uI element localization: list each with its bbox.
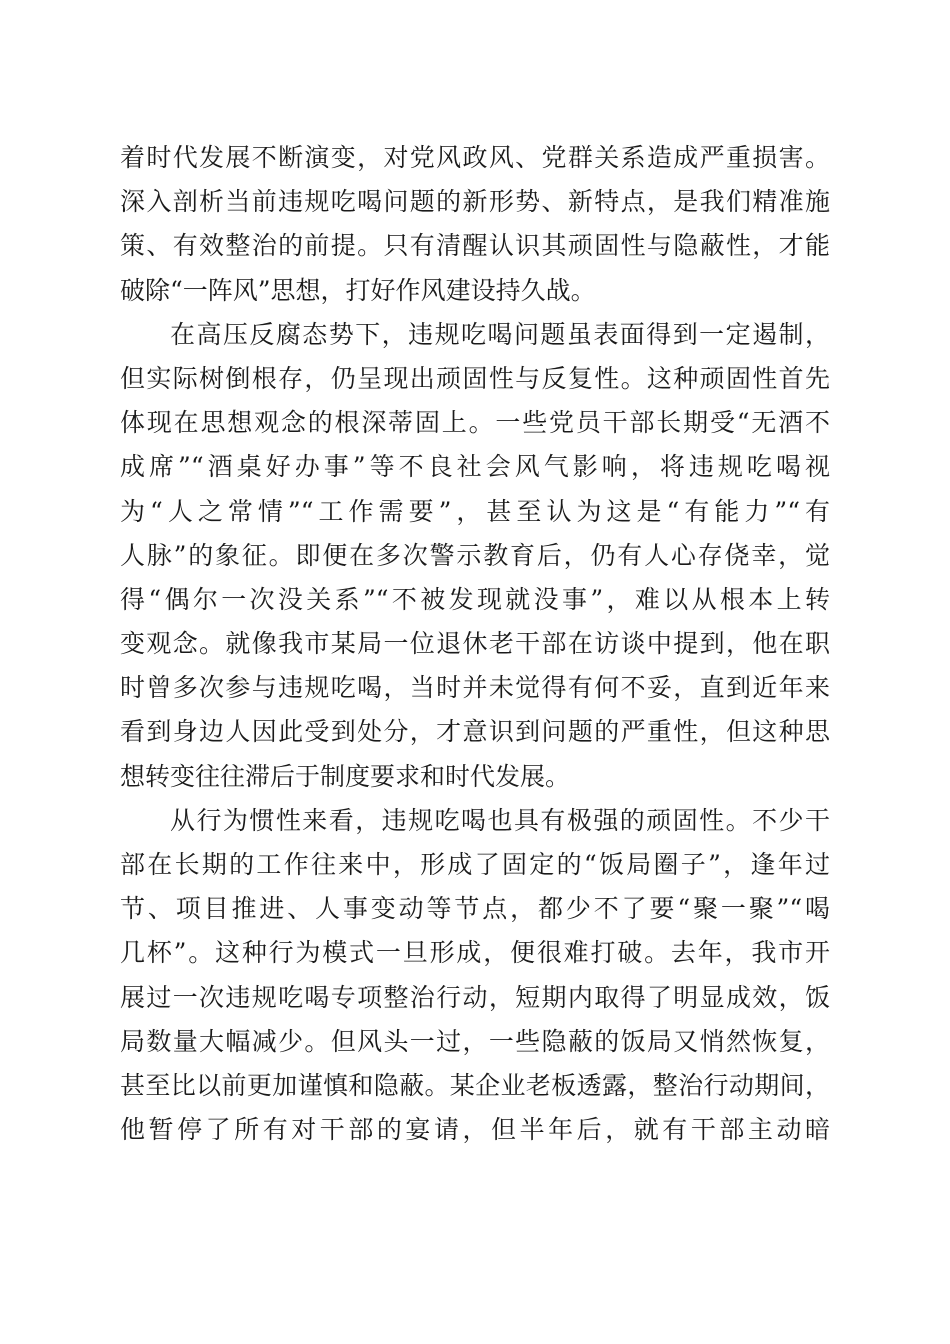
text-line: 节、项目推进、人事变动等节点，都少不了要“聚一聚”“喝 xyxy=(120,894,830,924)
text-line: 他暂停了所有对干部的宴请，但半年后，就有干部主动暗 xyxy=(120,1115,830,1145)
text-line: 部在长期的工作往来中，形成了固定的“饭局圈子”，逢年过 xyxy=(120,850,830,879)
text-line: 时曾多次参与违规吃喝，当时并未觉得有何不妥，直到近年来 xyxy=(120,673,830,703)
text-line: 看到身边人因此受到处分，才意识到问题的严重性，但这种思 xyxy=(120,717,830,747)
text-line: 展过一次违规吃喝专项整治行动，短期内取得了明显成效，饭 xyxy=(120,982,830,1012)
text-line: 变观念。就像我市某局一位退休老干部在访谈中提到，他在职 xyxy=(120,629,830,659)
document-body xyxy=(120,136,830,1152)
text-line: 从行为惯性来看，违规吃喝也具有极强的顽固性。不少干 xyxy=(170,805,830,835)
text-line: 人脉”的象征。即便在多次警示教育后，仍有人心存侥幸，觉 xyxy=(120,540,830,570)
text-line: 得“偶尔一次没关系”“不被发现就没事”，难以从根本上转 xyxy=(120,584,830,614)
paragraph-3 xyxy=(120,799,830,1153)
text-line: 几杯”。这种行为模式一旦形成，便很难打破。去年，我市开 xyxy=(120,938,830,968)
text-line: 深入剖析当前违规吃喝问题的新形势、新特点，是我们精准施 xyxy=(120,187,830,217)
text-line: 想转变往往滞后于制度要求和时代发展。 xyxy=(120,761,571,791)
text-line: 体现在思想观念的根深蒂固上。一些党员干部长期受“无酒不 xyxy=(120,408,830,438)
text-line: 着时代发展不断演变，对党风政风、党群关系造成严重损害。 xyxy=(120,143,830,172)
text-line: 甚至比以前更加谨慎和隐蔽。某企业老板透露，整治行动期间， xyxy=(120,1070,830,1100)
text-line: 为“人之常情”“工作需要”，甚至认为这是“有能力”“有 xyxy=(120,496,830,526)
text-line: 在高压反腐态势下，违规吃喝问题虽表面得到一定遏制， xyxy=(170,319,830,349)
text-line: 成席”“酒桌好办事”等不良社会风气影响，将违规吃喝视 xyxy=(120,452,830,482)
paragraph-1 xyxy=(120,136,830,313)
text-line: 破除“一阵风”思想，打好作风建设持久战。 xyxy=(120,275,596,305)
text-line: 局数量大幅减少。但风头一过，一些隐蔽的饭局又悄然恢复， xyxy=(120,1026,830,1056)
text-line: 策、有效整治的前提。只有清醒认识其顽固性与隐蔽性，才能 xyxy=(120,231,830,261)
paragraph-2 xyxy=(120,313,830,799)
text-line: 但实际树倒根存，仍呈现出顽固性与反复性。这种顽固性首先 xyxy=(120,363,830,393)
